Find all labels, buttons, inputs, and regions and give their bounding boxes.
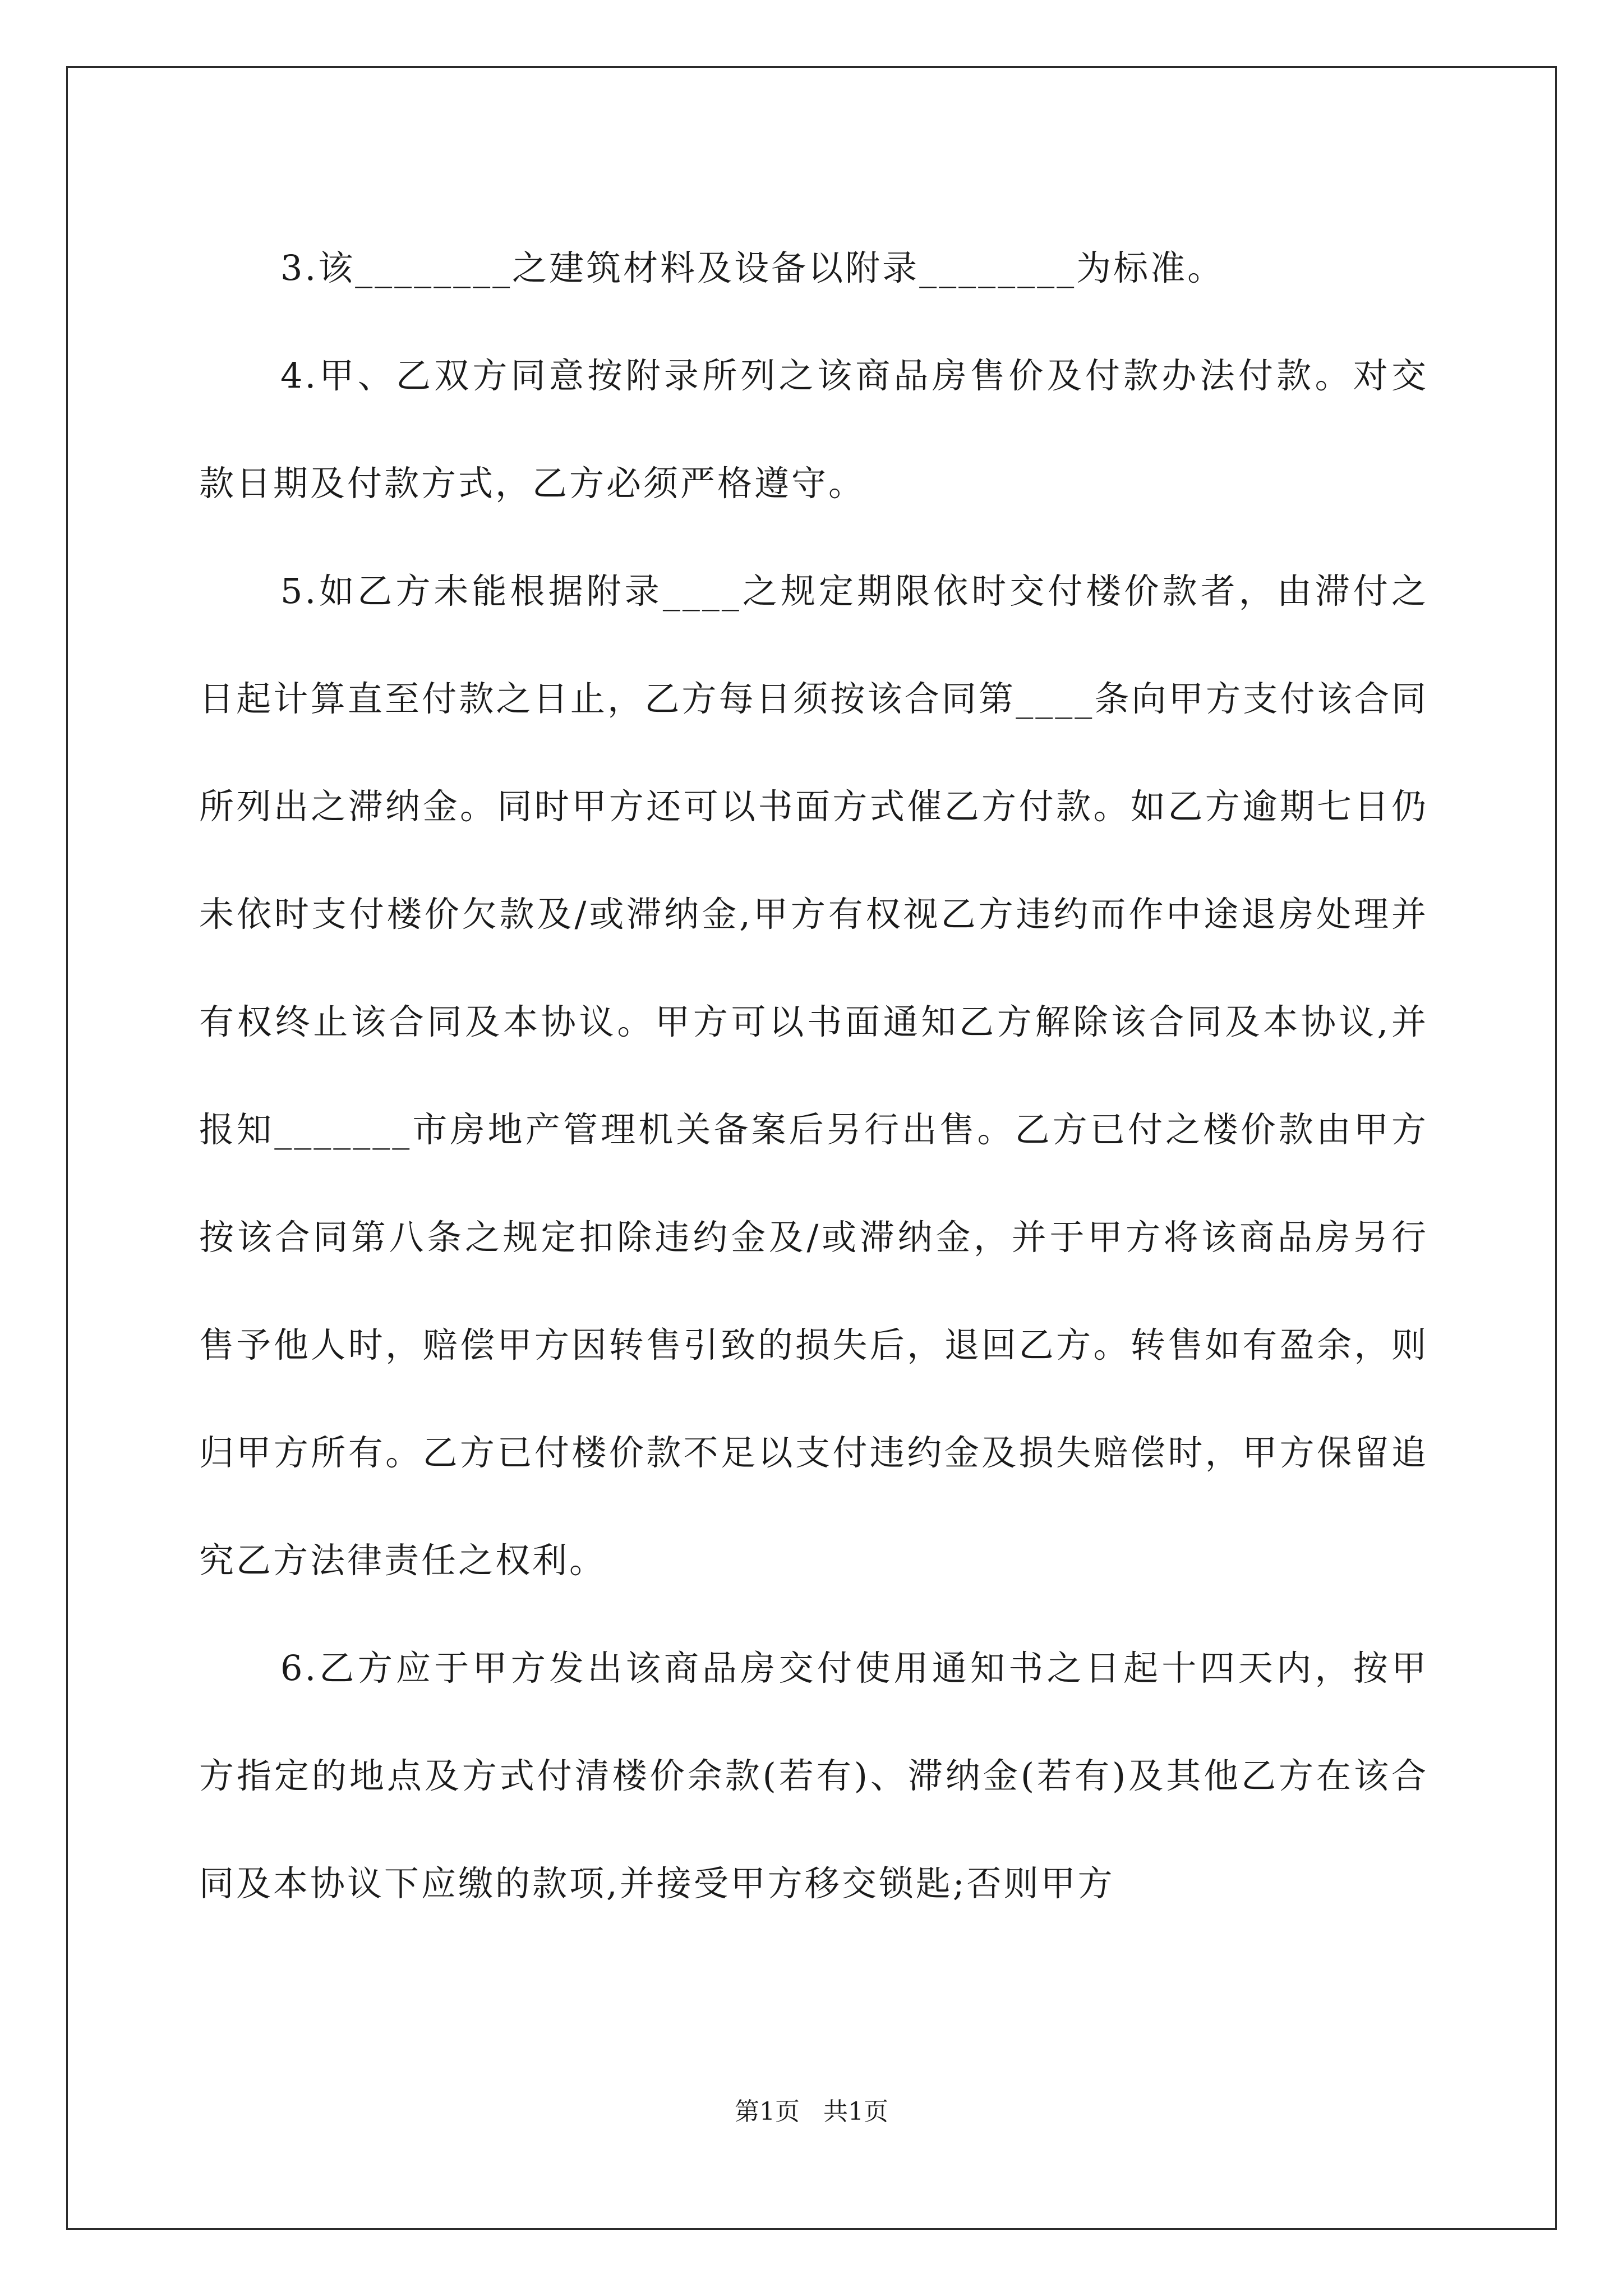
page-footer <box>0 2095 1623 2129</box>
paragraph-clause-5: 5.如乙方未能根据附录____之规定期限依时交付楼价款者，由滞付之日起计算直至付款之日止，乙方每日须按该合同第____条向甲方支付该合同所列出之滞纳金。同时甲方还可以书面方式催乙方付款。如乙方逾期七日仍未依时支付楼价欠款及/或滞纳金,甲方有权视乙方违约而作中途退房处理并有权终止该合同及本协议。甲方可以书面通知乙方解除该合同及本协议,并报知_______市房地产管理机关备案后另行出售。乙方已付之楼价款由甲方按该合同第八条之规定扣除违约金及/或滞纳金，并于甲方将该商品房另行售予他人时，赔偿甲方因转售引致的损失后，退回乙方。转售如有盈余，则归甲方所有。乙方已付楼价款不足以支付违约金及损失赔偿时，甲方保留追究乙方法律责任之权利。 <box>199 570 1428 1581</box>
paragraph-clause-3: 3.该________之建筑材料及设备以附录________为标准。 <box>280 247 1225 288</box>
paragraph-clause-6: 6.乙方应于甲方发出该商品房交付使用通知书之日起十四天内，按甲方指定的地点及方式付清楼价余款(若有)、滞纳金(若有)及其他乙方在该合同及本协议下应缴的款项,并接受甲方移交锁匙;否则甲方 <box>199 1648 1428 1904</box>
paragraph-clause-4: 4.甲、乙双方同意按附录所列之该商品房售价及付款办法付款。对交款日期及付款方式，乙方必须严格遵守。 <box>199 355 1428 504</box>
page-number-total: 共1页 <box>823 2097 888 2126</box>
document-body <box>199 214 1428 1938</box>
page-number-current: 第1页 <box>735 2097 800 2126</box>
